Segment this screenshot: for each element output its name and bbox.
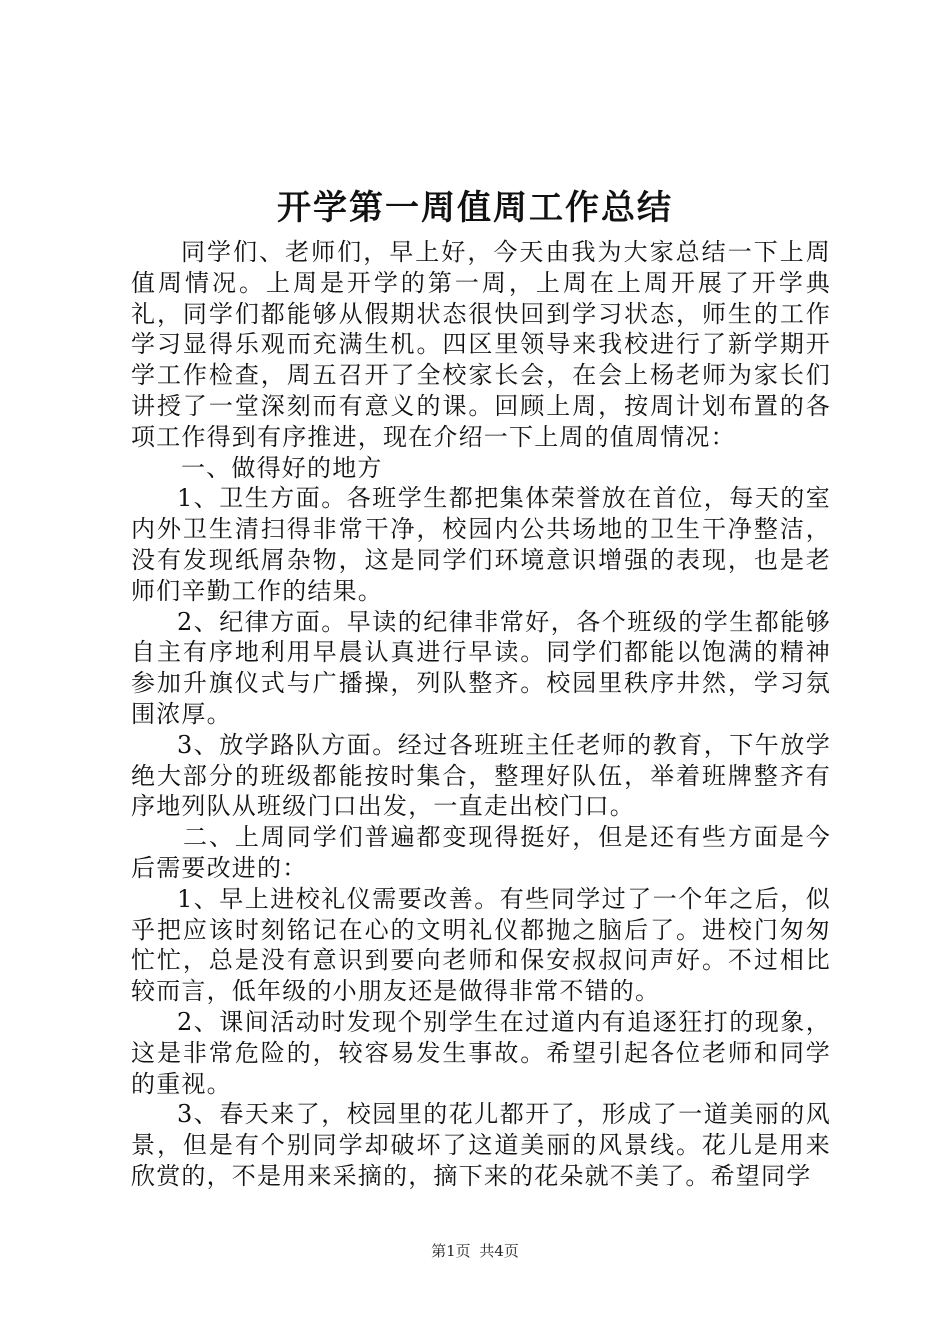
- paragraph-dismissal: 3、放学路队方面。经过各班班主任老师的教育，下午放学绝大部分的班级都能按时集合，整理好队伍，举着班牌整齐有序地列队从班级门口出发，一直走出校门口。: [131, 730, 831, 821]
- paragraph-discipline: 2、纪律方面。早读的纪律非常好，各个班级的学生都能够自主有序地利用早晨认真进行早读。同学们都能以饱满的精神参加升旗仪式与广播操，列队整齐。校园里秩序井然，学习氛围浓厚。: [131, 607, 831, 728]
- paragraph-recess: 2、课间活动时发现个别学生在过道内有追逐狂打的现象，这是非常危险的，较容易发生事故。希望引起各位老师和同学的重视。: [131, 1007, 831, 1098]
- paragraph-hygiene: 1、卫生方面。各班学生都把集体荣誉放在首位，每天的室内外卫生清扫得非常干净，校园内公共场地的卫生干净整洁，没有发现纸屑杂物，这是同学们环境意识增强的表现，也是老师们辛勤工作的结果。: [131, 484, 831, 605]
- section-heading-good: 一、做得好的地方: [181, 453, 383, 482]
- page-footer: [0, 1240, 950, 1262]
- paragraph-intro: 同学们、老师们，早上好，今天由我为大家总结一下上周值周情况。上周是开学的第一周，上周在上周开展了开学典礼，同学们都能够从假期状态很快回到学习状态，师生的工作学习显得乐观而充满生机。四区里领导来我校进行了新学期开学工作检查，周五召开了全校家长会，在会上杨老师为家长们讲授了一堂深刻而有意义的课。回顾上周，按周计划布置的各项工作得到有序推进，现在介绍一下上周的值周情况：: [131, 238, 831, 451]
- section-heading-improve: 二、上周同学们普遍都变现得挺好，但是还有些方面是今后需要改进的：: [131, 823, 831, 882]
- document-title: 开学第一周值周工作总结: [277, 188, 673, 228]
- paragraph-flowers: 3、春天来了，校园里的花儿都开了，形成了一道美丽的风景，但是有个别同学却破坏了这道美丽的风景线。花儿是用来欣赏的，不是用来采摘的，摘下来的花朵就不美了。希望同学: [131, 1100, 831, 1190]
- paragraph-etiquette: 1、早上进校礼仪需要改善。有些同学过了一个年之后，似乎把应该时刻铭记在心的文明礼仪都抛之脑后了。进校门匆匆忙忙，总是没有意识到要向老师和保安叔叔问声好。不过相比较而言，低年级的小朋友还是做得非常不错的。: [131, 884, 831, 1006]
- document-body: [131, 237, 831, 1192]
- page-total: 共4页: [479, 1242, 519, 1260]
- page-number: 第1页: [431, 1242, 471, 1260]
